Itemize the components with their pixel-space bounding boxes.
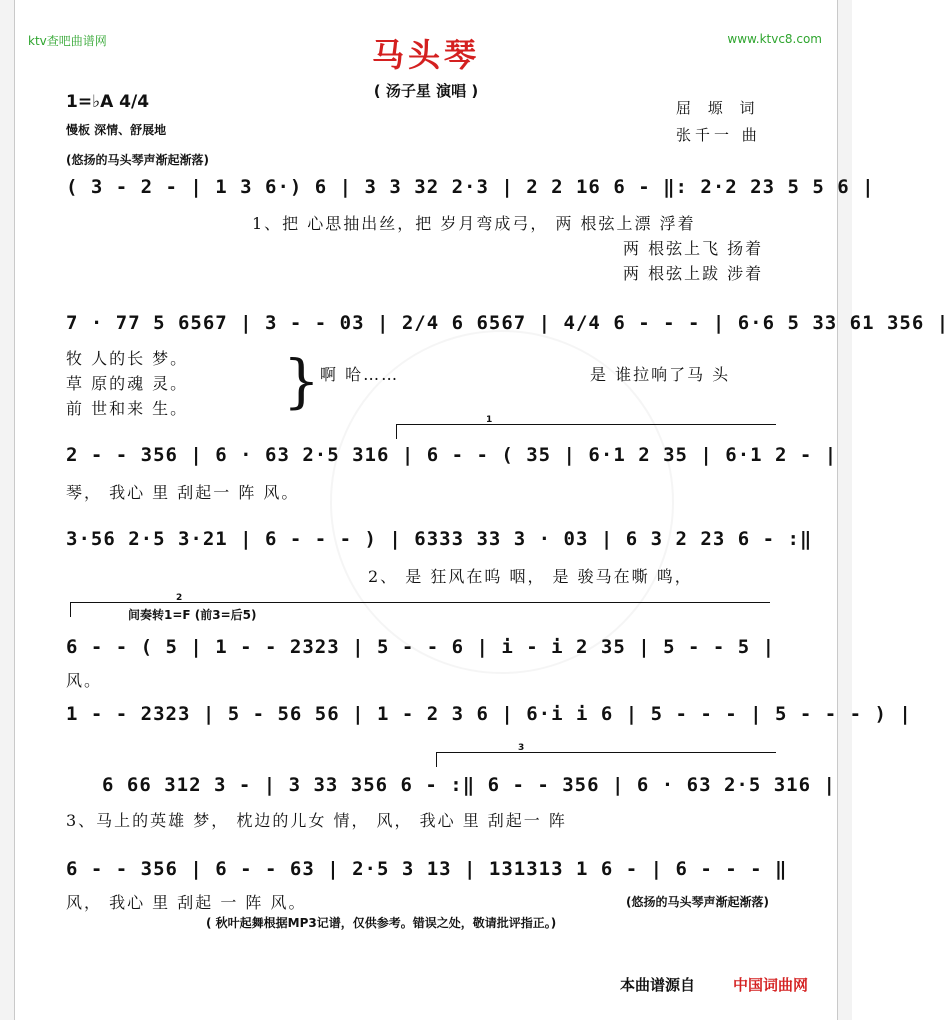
left-border-strip	[0, 0, 14, 1020]
transcription-disclaimer: ( 秋叶起舞根据MP3记谱，仅供参考。错误之处，敬请批评指正。)	[206, 916, 557, 930]
site-name-left: ktv查吧曲谱网	[28, 34, 107, 48]
intro-note: (悠扬的马头琴声渐起渐落)	[66, 153, 209, 167]
composer-credit: 张千一 曲	[676, 126, 761, 144]
right-border-strip	[838, 0, 852, 1020]
music-line-3: 2 - - 356 | 6 · 63 2·5 316 | 6 - - ( 35 | 6·1 2 35 | 6·1 2 - |	[66, 444, 838, 466]
lyric-who-plays: 是 谁拉响了马 头	[590, 365, 731, 384]
volta-label-1: 1	[486, 415, 493, 425]
lyric-line-7: 3、马上的英雄 梦， 枕边的儿女 情， 风， 我心 里 刮起一 阵	[66, 811, 567, 830]
lyric-line-2a: 牧 人的长 梦。	[66, 349, 189, 368]
music-line-4: 3·56 2·5 3·21 | 6 - - - ) | 6333 33 3 · 03 | 6 3 2 23 6 - :‖	[66, 528, 813, 550]
source-site-link[interactable]: 中国词曲网	[733, 976, 809, 994]
music-line-5: 6 - - ( 5 | 1 - - 2323 | 5 - - 6 | i - i 2 35 | 5 - - 5 |	[66, 636, 776, 658]
lyric-line-2c: 前 世和来 生。	[66, 399, 189, 418]
volta-bracket-1	[396, 424, 776, 425]
music-line-8: 6 - - 356 | 6 - - 63 | 2·5 3 13 | 131313 1 6 - | 6 - - - ‖	[66, 858, 788, 880]
music-line-6: 1 - - 2323 | 5 - 56 56 | 1 - 2 3 6 | 6·i i 6 | 5 - - - | 5 - - - ) |	[66, 703, 912, 725]
lyric-line-1a: 1、把 心思抽出丝，把 岁月弯成弓， 两 根弦上漂 浮着	[252, 214, 696, 233]
volta-bracket-2	[70, 602, 770, 603]
singer-credit: ( 汤子星 演唱 )	[373, 82, 479, 100]
lyric-line-3: 琴， 我心 里 刮起一 阵 风。	[66, 483, 300, 502]
lyric-line-8: 风， 我心 里 刮起 一 阵 风。	[66, 893, 307, 912]
left-edge-line	[14, 0, 15, 1020]
outro-note: (悠扬的马头琴声渐起渐落)	[626, 895, 769, 909]
tempo-marking: 慢板 深情、舒展地	[66, 123, 167, 137]
lyric-brace: }	[283, 347, 320, 415]
song-title: 马头琴	[371, 36, 480, 74]
lyric-line-2b: 草 原的魂 灵。	[66, 374, 189, 393]
lyric-line-4: 2、 是 狂风在呜 咽， 是 骏马在嘶 鸣，	[368, 567, 693, 586]
right-edge-line	[837, 0, 838, 1020]
interlude-note: 间奏转1=F (前3=后5)	[128, 608, 257, 622]
key-signature: 1=♭A 4/4	[66, 92, 150, 112]
lyric-line-5: 风。	[66, 671, 103, 690]
lyric-aha: 啊 哈……	[320, 365, 400, 384]
lyric-line-1c: 两 根弦上跋 涉着	[623, 264, 764, 283]
source-label: 本曲谱源自	[620, 976, 696, 994]
music-line-7: 6 66 312 3 - | 3 33 356 6 - :‖ 6 - - 356 | 6 · 63 2·5 316 |	[102, 774, 836, 796]
site-url-right: www.ktvc8.com	[727, 32, 822, 46]
volta-label-3: 3	[518, 743, 525, 753]
lyric-line-1b: 两 根弦上飞 扬着	[623, 239, 764, 258]
lyricist-credit: 屈 塬 词	[676, 99, 761, 117]
music-line-1: ( 3 - 2 - | 1 3 6·) 6 | 3 3 32 2·3 | 2 2 16 6 - ‖: 2·2 23 5 5 6 |	[66, 176, 875, 198]
volta-label-2: 2	[176, 593, 183, 603]
music-line-2: 7 · 77 5 6567 | 3 - - 03 | 2/4 6 6567 | 4/4 6 - - - | 6·6 5 33 61 356 |	[66, 312, 949, 334]
volta-bracket-3	[436, 752, 776, 753]
